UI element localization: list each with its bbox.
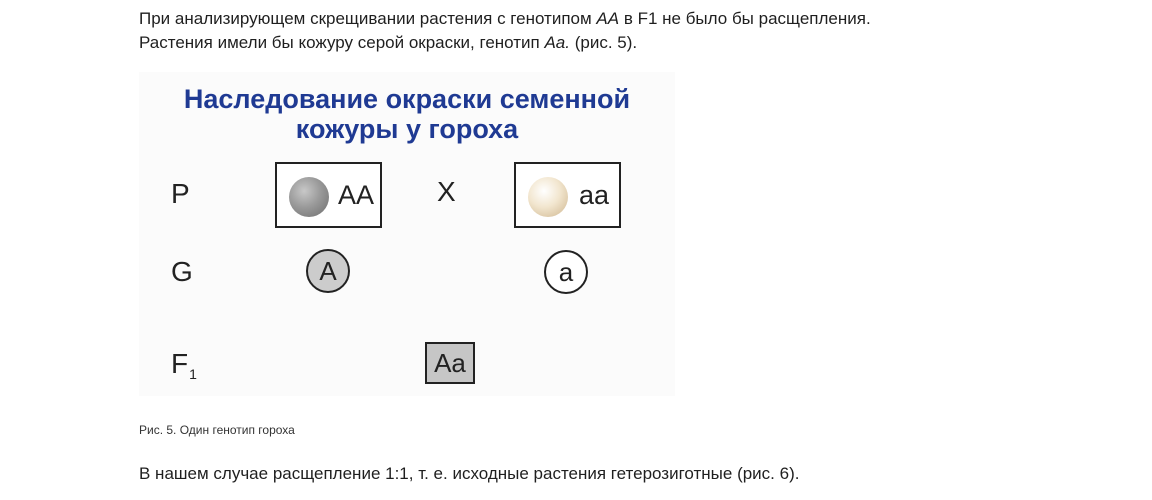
text-segment: Растения имели бы кожуру серой окраски, генотип: [139, 33, 545, 52]
gamete-dominant: A: [306, 249, 350, 293]
offspring-genotype-box: Aa: [425, 342, 475, 384]
row-label-gametes: G: [171, 256, 193, 287]
text-segment: в F1 не было бы расщепления.: [619, 9, 871, 28]
genotype-AA-italic: AA: [596, 9, 620, 28]
figure-title: [139, 84, 675, 144]
paragraph-line-2: [139, 31, 871, 55]
row-label-f1: [171, 348, 197, 382]
paragraph-split-ratio: В нашем случае расщепление 1:1, т. е. исходные растения гетерозиготные (рис. 6).: [139, 464, 800, 483]
grey-pea-seed-icon: [289, 177, 329, 217]
text-segment: При анализирующем скрещивании растения с генотипом: [139, 9, 597, 28]
genotype-Aa-italic: Aa.: [544, 33, 570, 52]
parent-genotype-aa: aa: [578, 179, 609, 210]
gamete-recessive: a: [544, 250, 588, 294]
figure-title-line-1: Наследование окраски семенной: [183, 84, 631, 114]
row-label-parents: P: [171, 178, 190, 209]
figure-caption: Рис. 5. Один генотип гороха: [139, 423, 295, 437]
row-label-f1-letter: F: [171, 348, 189, 379]
figure-title-line-2: кожуры у гороха: [295, 114, 519, 144]
figure-pea-inheritance: [139, 72, 675, 396]
paragraph-analysis-cross: [139, 7, 871, 55]
parent-box-dominant: [275, 162, 382, 228]
cream-pea-seed-icon: [528, 177, 568, 217]
row-label-f1-subscript: 1: [189, 366, 197, 382]
text-segment: (рис. 5).: [570, 33, 638, 52]
parent-box-recessive: [514, 162, 621, 228]
parent-genotype-AA: AA: [337, 179, 374, 210]
paragraph-line-1: [139, 7, 871, 31]
cross-symbol: X: [437, 176, 456, 207]
